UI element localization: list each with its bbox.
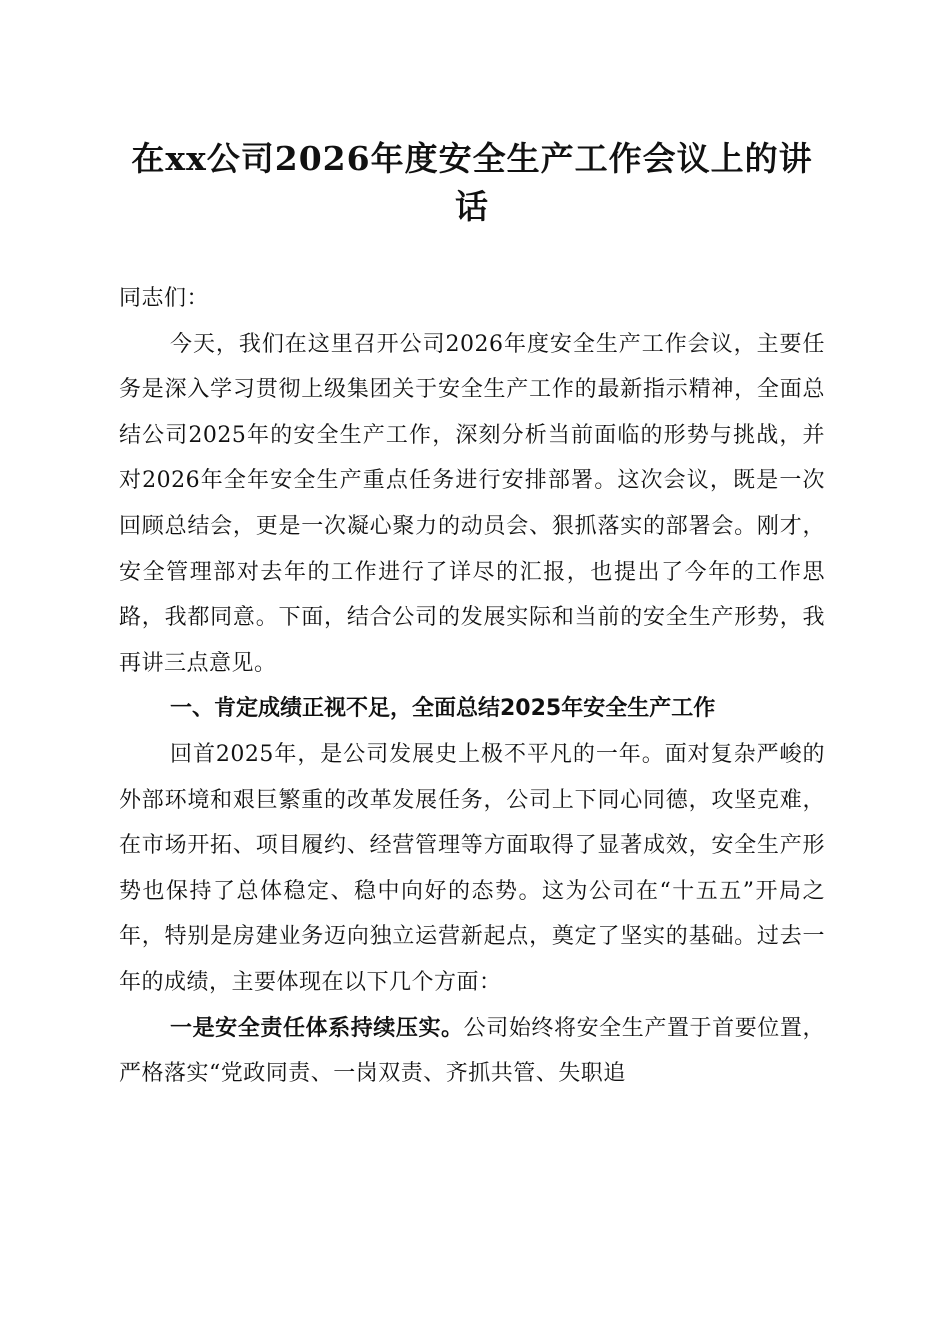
- section-1-heading: 一、肯定成绩正视不足，全面总结2025年安全生产工作: [170, 696, 716, 722]
- salutation: 同志们：: [119, 286, 210, 311]
- intro-paragraph: 今天，我们在这里召开公司2026年度安全生产工作会议，主要任务是深入学习贯彻上级集团关于安全生产工作的最新指示精神，全面总结公司2025年的安全生产工作，深刻分析当前面临的形势与挑战，并对2026年全年安全生产重点任务进行安排部署。这次会议，既是一次回顾总结会，更是一次凝心聚力的动员会、狠抓落实的部署会。刚才，安全管理部对去年的工作进行了详尽的汇报，也提出了今年的工作思路，我都同意。下面，结合公司的发展实际和当前的安全生产形势，我再讲三点意见。: [119, 331, 825, 676]
- section-1-point-1: [119, 1006, 825, 1097]
- point-1-text: 公司始终将安全生产置于首要位置，严格落实“党政同责、一岗双责、齐抓共管、失职追: [119, 1015, 825, 1087]
- section-1-paragraph: 回首2025年，是公司发展史上极不平凡的一年。面对复杂严峻的外部环境和艰巨繁重的改革发展任务，公司上下同心同德，攻坚克难，在市场开拓、项目履约、经营管理等方面取得了显著成效，安全生产形势也保持了总体稳定、稳中向好的态势。这为公司在“十五五”开局之年，特别是房建业务迈向独立运营新起点，奠定了坚实的基础。过去一年的成绩，主要体现在以下几个方面：: [119, 741, 825, 995]
- point-1-lead: 一是安全责任体系持续压实。: [170, 1014, 464, 1041]
- document-page: [119, 135, 825, 1097]
- document-title: 在xx公司2026年度安全生产工作会议上的讲话: [131, 139, 813, 226]
